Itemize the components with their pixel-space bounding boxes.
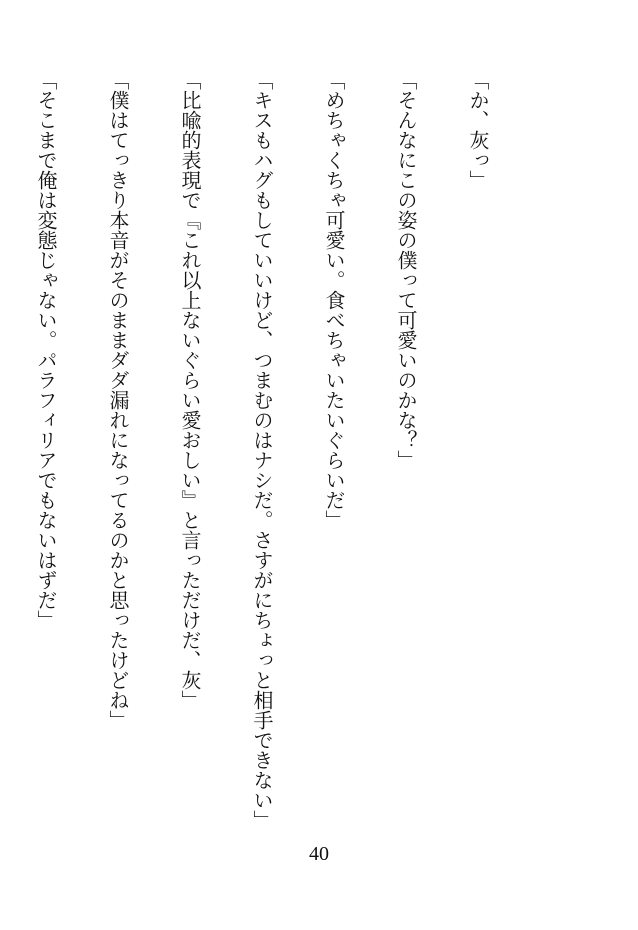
text-line: 「キスもハグもしていいけど、つまむのはナシだ。さすがにちょっと相手できない」 [250,70,274,830]
text-line: 「そこまで俺は変態じゃない。パラフィリアでもないはずだ」 [34,70,58,630]
text-line: 「か、灰っ」 [466,70,490,190]
text-line: 「僕はてっきり本音がそのままダダ漏れになってるのかと思ったけどね」 [106,70,130,730]
page-number: 40 [309,843,329,865]
vertical-text-body [0,70,538,830]
text-line: 「めちゃくちゃ可愛い。食べちゃいたいぐらいだ」 [322,70,346,530]
text-line: 「そんなにこの姿の僕って可愛いのかな？」 [394,70,418,470]
text-line: 「比喩的表現で『これ以上ないぐらい愛おしい』と言っただけだ、灰」 [178,70,202,710]
